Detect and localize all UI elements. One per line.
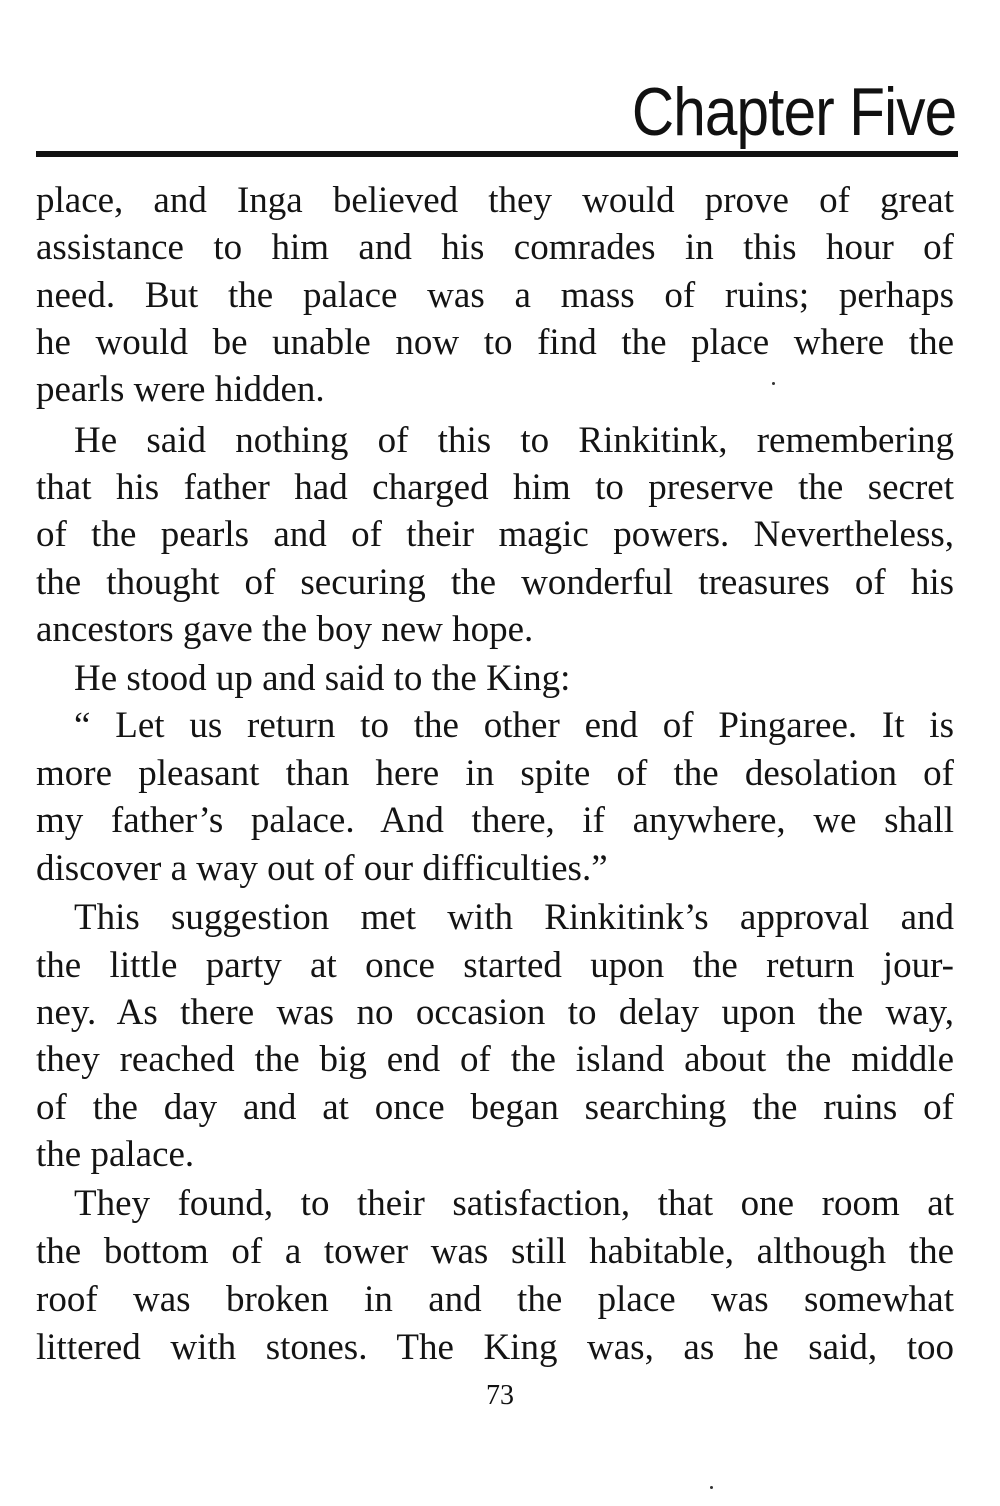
text-line: he would be unable now to find the place where the	[36, 322, 954, 363]
page-number: 73	[486, 1380, 514, 1411]
text-line: littered with stones. The King was, as he said, too	[36, 1327, 954, 1368]
text-line: need. But the palace was a mass of ruins; perhaps	[36, 275, 954, 316]
text-line: ney. As there was no occasion to delay upon the way,	[36, 992, 954, 1033]
header-rule	[36, 151, 958, 157]
text-line: of the pearls and of their magic powers. Nevertheless,	[36, 514, 954, 555]
text-line: they reached the big end of the island about the middle	[36, 1039, 954, 1080]
text-line: ancestors gave the boy new hope.	[36, 609, 534, 650]
text-line: pearls were hidden.	[36, 369, 325, 410]
text-line: discover a way out of our difficulties.”	[36, 848, 608, 889]
text-line: the little party at once started upon the return jour-	[36, 945, 954, 986]
text-line: He said nothing of this to Rinkitink, remembering	[74, 420, 954, 461]
print-speck	[710, 1486, 713, 1489]
text-line: roof was broken in and the place was somewhat	[36, 1279, 954, 1320]
text-line: He stood up and said to the King:	[74, 658, 571, 699]
text-line: that his father had charged him to preserve the secret	[36, 467, 954, 508]
text-line: the thought of securing the wonderful treasures of his	[36, 562, 954, 603]
text-line: my father’s palace. And there, if anywhere, we shall	[36, 800, 954, 841]
text-line: assistance to him and his comrades in this hour of	[36, 227, 954, 268]
print-speck	[772, 382, 775, 385]
text-line: the bottom of a tower was still habitable, although the	[36, 1231, 954, 1272]
text-line: more pleasant than here in spite of the desolation of	[36, 753, 954, 794]
text-line: of the day and at once began searching the ruins of	[36, 1087, 954, 1128]
text-line: the palace.	[36, 1134, 195, 1175]
text-line: “ Let us return to the other end of Pingaree. It is	[74, 705, 954, 746]
text-line: place, and Inga believed they would prove of great	[36, 180, 954, 221]
text-line: They found, to their satisfaction, that one room at	[74, 1183, 954, 1224]
chapter-title: Chapter Five	[631, 74, 956, 150]
text-line: This suggestion met with Rinkitink’s approval and	[74, 897, 954, 938]
